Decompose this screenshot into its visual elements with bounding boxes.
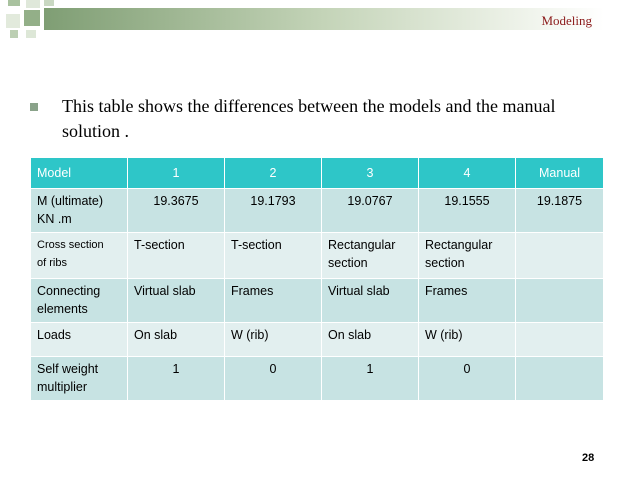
table-row [31, 279, 604, 323]
table-cell: Virtual slab [322, 279, 419, 323]
square-decoration [8, 0, 20, 6]
table-cell: 19.1875 [516, 189, 604, 233]
table-cell: W (rib) [225, 323, 322, 357]
table-row [31, 189, 604, 233]
table-cell: Frames [225, 279, 322, 323]
table-cell: Rectangular section [419, 233, 516, 279]
header-cell: 4 [419, 158, 516, 189]
table-cell: On slab [128, 323, 225, 357]
table-cell: 1 [128, 357, 225, 401]
table-row [31, 357, 604, 401]
table-cell [516, 357, 604, 401]
page-number: 28 [582, 452, 595, 464]
square-decoration [24, 10, 40, 26]
table-cell: T-section [128, 233, 225, 279]
header-cell: Model [31, 158, 128, 189]
table-row [31, 233, 604, 279]
square-decoration [10, 30, 18, 38]
comparison-table [30, 157, 604, 401]
table-cell: 19.3675 [128, 189, 225, 233]
bullet-icon [30, 103, 38, 111]
square-decoration [26, 30, 36, 38]
row-label: Loads [31, 323, 128, 357]
table-cell [516, 323, 604, 357]
header-cell: 2 [225, 158, 322, 189]
table-cell: W (rib) [419, 323, 516, 357]
table-cell: 19.1793 [225, 189, 322, 233]
row-label: M (ultimate) KN .m [31, 189, 128, 233]
row-label: Connecting elements [31, 279, 128, 323]
table-cell: Frames [419, 279, 516, 323]
header-cell: 3 [322, 158, 419, 189]
table-row [31, 323, 604, 357]
table-cell [516, 233, 604, 279]
table-header-row [31, 158, 604, 189]
row-label: Cross section of ribs [31, 233, 128, 279]
table-cell: 0 [419, 357, 516, 401]
header-bar [44, 8, 604, 30]
table-cell: 1 [322, 357, 419, 401]
square-decoration [26, 0, 40, 8]
table-cell: 0 [225, 357, 322, 401]
row-label: Self weight multiplier [31, 357, 128, 401]
table-cell: On slab [322, 323, 419, 357]
header-cell: 1 [128, 158, 225, 189]
table-cell [516, 279, 604, 323]
table-cell: T-section [225, 233, 322, 279]
square-decoration [44, 0, 54, 6]
table-cell: Rectangular section [322, 233, 419, 279]
table-cell: 19.0767 [322, 189, 419, 233]
table-cell: Virtual slab [128, 279, 225, 323]
header-cell: Manual [516, 158, 604, 189]
section-title: Modeling [541, 13, 592, 28]
square-decoration [6, 14, 20, 28]
bullet-text: This table shows the differences between the models and the manual solution . [62, 96, 556, 141]
table-cell: 19.1555 [419, 189, 516, 233]
